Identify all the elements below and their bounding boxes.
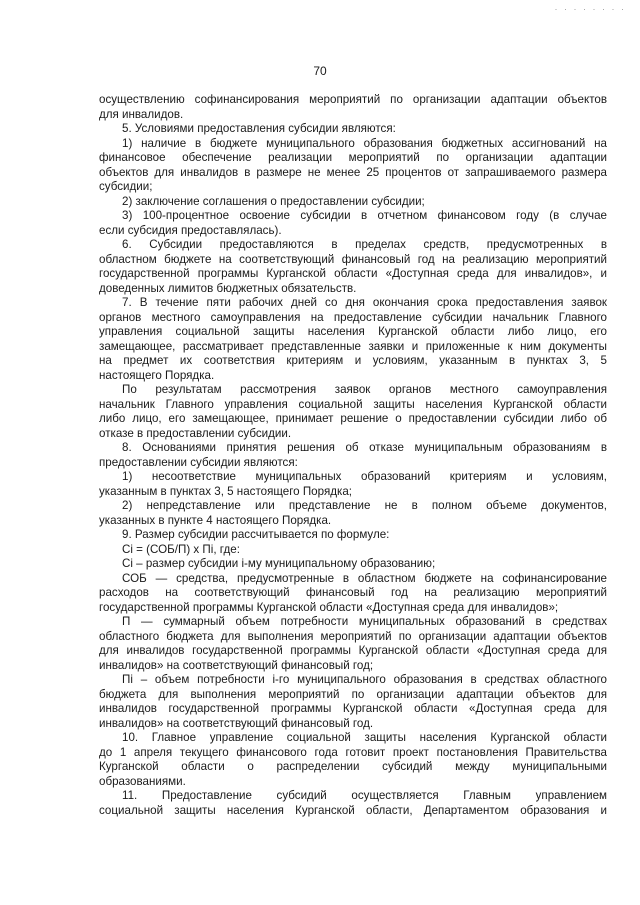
text-line: Курганской области о распределении субсидий между муниципальными [99, 760, 607, 773]
text-line: для инвалидов. [99, 107, 184, 121]
text-line: областном бюджете на соответствующий финансовый год на реализацию мероприятий [99, 252, 607, 266]
text-line: Ci – размер субсидии i-му муниципальному образованию; [122, 557, 436, 570]
text-line: управления социальной защиты населения Курганской области либо лицо, его [99, 325, 607, 338]
text-line: расходов на соответствующий финансовый год на реализацию мероприятий [99, 586, 607, 599]
text-line: 1) несоответствие муниципальных образований критериям и условиям, [122, 470, 607, 483]
text-line: отказе в предоставлении субсидии. [99, 426, 292, 440]
document-body [99, 93, 607, 818]
text-line: 5. Условиями предоставления субсидии являются: [122, 122, 396, 135]
text-line: Пi – объем потребности i-го муниципального образования в средствах областного [122, 673, 607, 686]
text-line: если субсидия предоставлялась). [99, 223, 282, 237]
text-line: 8. Основаниями принятия решения об отказе муниципальным образованиям в [122, 441, 607, 454]
text-line: настоящего Порядка. [99, 368, 215, 382]
text-line: образованиями. [99, 774, 186, 788]
text-line: областного бюджета для выполнения мероприятий по организации адаптации объектов [99, 629, 607, 643]
text-line: социальной защиты населения Курганской области, Департаментом образования и [99, 803, 607, 817]
text-line: 9. Размер субсидии рассчитывается по формуле: [122, 528, 390, 541]
page-number: 70 [313, 64, 327, 78]
text-line: замещающее, рассматривает представленные заявки и приложенные к ним документы [99, 339, 607, 353]
text-line: либо лицо, его замещающее, принимает решение о предоставлении субсидии либо об [99, 412, 607, 425]
text-line: По результатам рассмотрения заявок органов местного самоуправления [122, 383, 607, 396]
text-line: государственной программы Курганской области «Доступная среда для инвалидов»; [99, 600, 559, 614]
text-line: 11. Предоставление субсидий осуществляется Главным управлением [122, 789, 607, 802]
text-line: начальник Главного управления социальной защиты населения Курганской области [99, 397, 607, 411]
scan-marks: · · · · · · · · [554, 4, 626, 14]
text-line: объектов для инвалидов в размере не менее 25 процентов от запрашиваемого размера [99, 165, 607, 179]
text-line: органов местного самоуправления на предоставление субсидии начальник Главного [99, 310, 607, 324]
text-line: доведенных лимитов бюджетных обязательств. [99, 281, 357, 295]
text-line: 1) наличие в бюджете муниципального образования бюджетных ассигнований на [122, 136, 607, 150]
text-line: предоставлении субсидии являются: [99, 455, 298, 469]
text-line: 6. Субсидии предоставляются в пределах средств, предусмотренных в [122, 238, 607, 251]
text-line: осуществлению софинансирования мероприятий по организации адаптации объектов [99, 93, 607, 106]
text-line: субсидии; [99, 180, 153, 193]
text-line: П — суммарный объем потребности муниципальных образований в средствах [122, 615, 607, 628]
text-line: инвалидов государственной программы Курганской области «Доступная среда для [99, 702, 607, 715]
text-line: указанным в пунктах 3, 5 настоящего Порядка; [99, 484, 352, 498]
text-line: инвалидов» на соответствующий финансовый год; [99, 658, 374, 672]
text-line: указанных в пункте 4 настоящего Порядка. [99, 513, 332, 527]
text-line: СОБ — средства, предусмотренные в областном бюджете на софинансирование [122, 571, 607, 585]
text-line: бюджета для выполнения мероприятий по организации адаптации объектов для [99, 687, 607, 701]
text-line: инвалидов» на соответствующий финансовый год. [99, 716, 374, 730]
text-line: 2) заключение соглашения о предоставлении субсидии; [122, 194, 425, 208]
text-line: финансовое обеспечение реализации мероприятий по организации адаптации [99, 151, 607, 164]
text-line: Ci = (СОБ/П) x Пi, где: [122, 542, 240, 556]
text-line: 10. Главное управление социальной защиты населения Курганской области [122, 731, 607, 744]
text-line: на предмет их соответствия критериям и условиям, указанным в пунктах 3, 5 [99, 354, 607, 367]
text-line: 3) 100-процентное освоение субсидии в отчетном финансовом году (в случае [122, 209, 607, 222]
text-line: до 1 апреля текущего финансового года готовит проект постановления Правительства [99, 745, 607, 759]
text-line: 7. В течение пяти рабочих дней со дня окончания срока предоставления заявок [122, 296, 607, 309]
text-line: для инвалидов государственной программы Курганской области «Доступная среда для [99, 644, 607, 657]
text-line: 2) непредставление или представление не в полном объеме документов, [122, 499, 607, 512]
text-line: государственной программы Курганской области «Доступная среда для инвалидов», и [99, 267, 607, 280]
